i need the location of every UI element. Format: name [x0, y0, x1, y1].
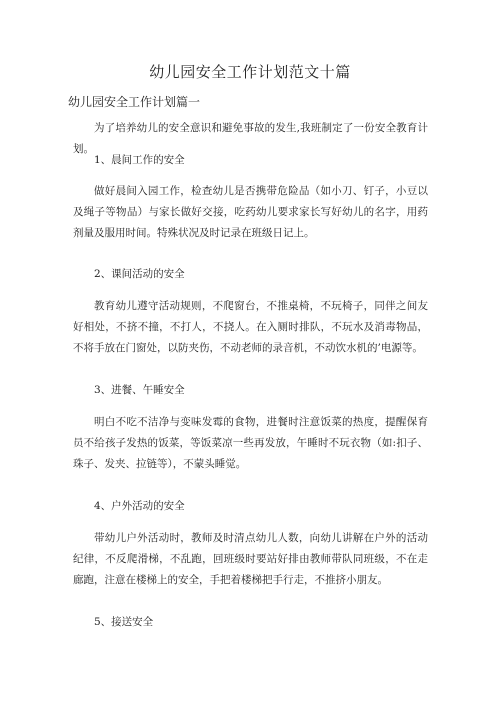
section-heading-4: 4、户外活动的安全 — [94, 500, 185, 512]
section-body-4: 带幼儿户外活动时，教师及时清点幼儿人数，向幼儿讲解在户外的活动纪律，不反爬滑梯，不乱跑，回班级时要站好排由教师带队同班级，不在走廊跑，注意在楼梯上的安全，手把着楼梯把手行走，不推挤小朋友。 — [73, 532, 428, 586]
document-subtitle: 幼儿园安全工作计划篇一 — [68, 95, 201, 109]
section-heading-5: 5、接送安全 — [94, 616, 154, 628]
section-body-3: 明白不吃不洁净与变味发霉的食物，进餐时注意饭菜的热度，提醒保育员不给孩子发热的饭菜，等饭菜凉一些再发放，午睡时不玩衣物（如:扣子、珠子、发夹、拉链等），不蒙头睡觉。 — [73, 416, 428, 470]
section-body-1: 做好晨间入园工作，检查幼儿是否携带危险品（如小刀、钉子，小豆以及绳子等物品）与家长做好交接，吃药幼儿要求家长写好幼儿的名字，用药剂量及服用时间。特殊状况及时记录在班级日记上。 — [73, 185, 428, 239]
section-heading-3: 3、进餐、午睡安全 — [94, 384, 185, 396]
section-body-2: 教育幼儿遵守活动规则，不爬窗台，不推桌椅，不玩椅子，同伴之间友好相处，不挤不撞，不打人，不挠人。在入厕时排队，不玩水及消毒物品，不将手放在门窗处，以防夹伤，不动老师的录音机，不动饮水机的’电源等。 — [73, 300, 428, 354]
intro-paragraph: 为了培养幼儿的安全意识和避免事故的发生,我班制定了一份安全教育计划。 — [73, 122, 428, 155]
section-heading-1: 1、晨间工作的安全 — [94, 154, 185, 166]
document-title: 幼儿园安全工作计划范文十篇 — [149, 63, 351, 81]
section-heading-2: 2、课间活动的安全 — [94, 268, 185, 280]
